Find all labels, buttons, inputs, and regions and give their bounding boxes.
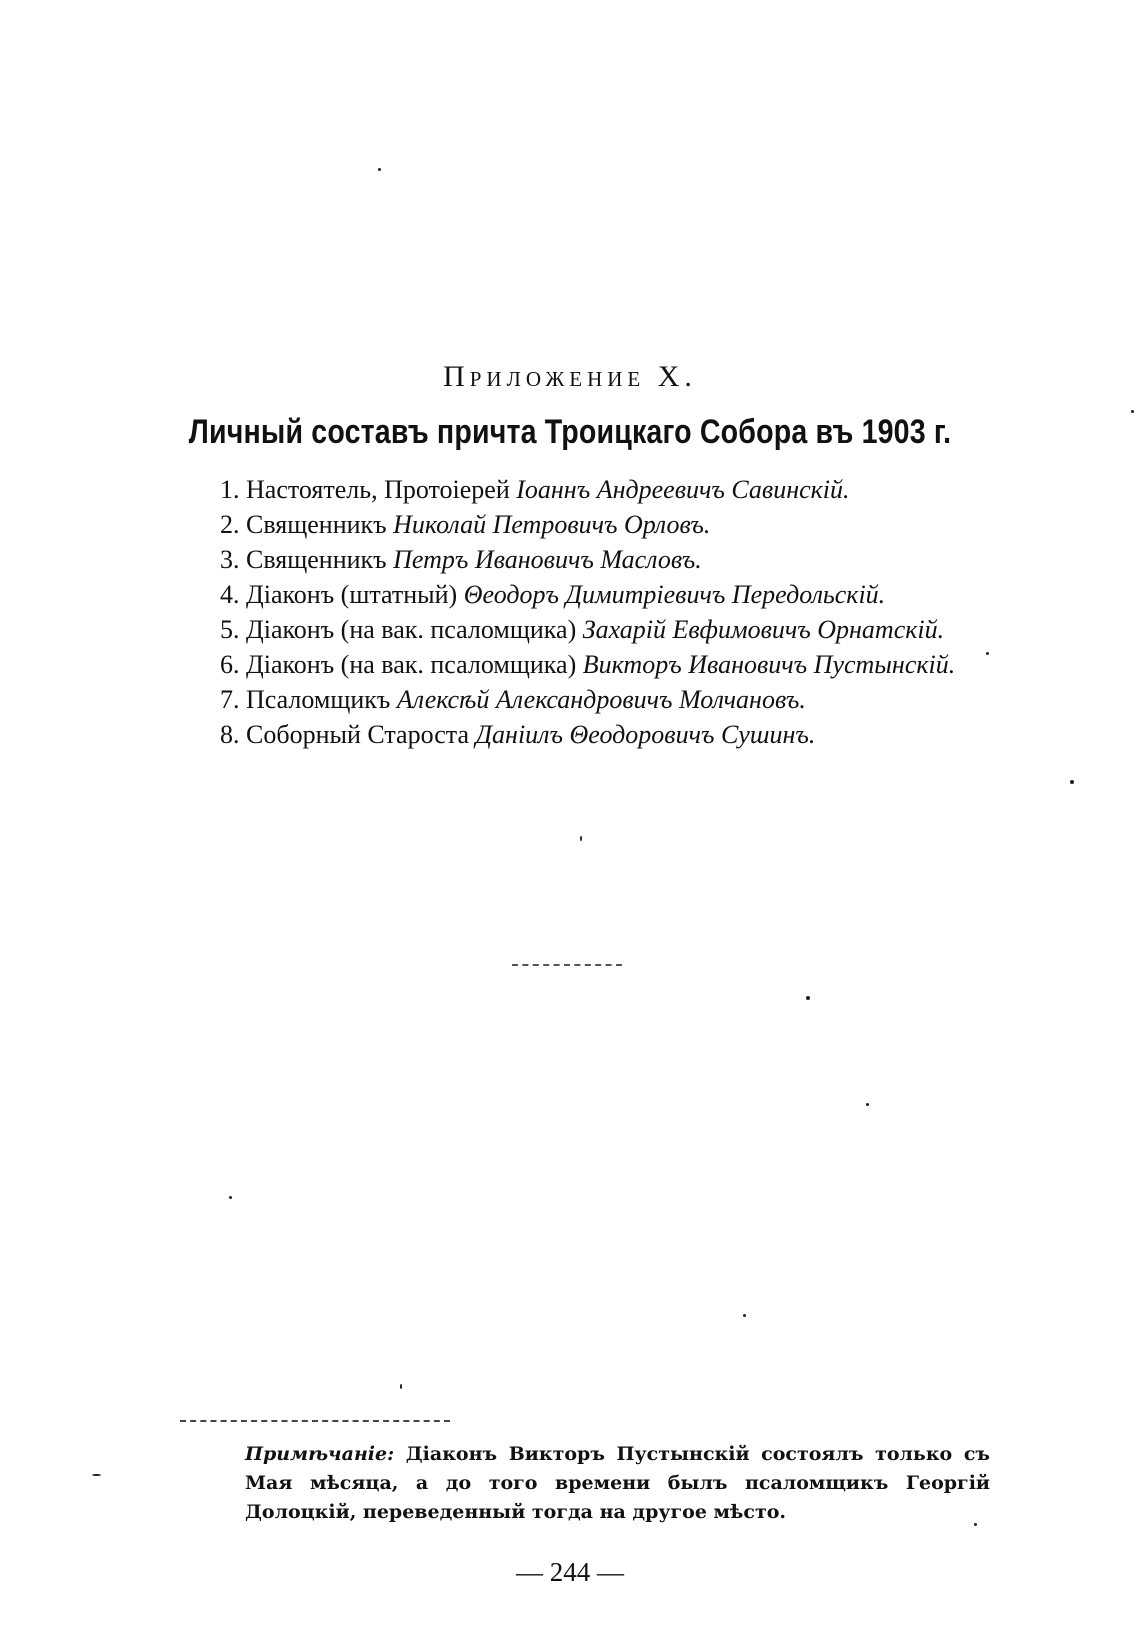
item-name: Алексѣй Александровичъ Молчановъ. [396,685,806,714]
list-item [180,472,995,507]
list-item [180,717,995,752]
item-name: Викторъ Ивановичъ Пустынскій. [582,650,956,679]
page-title: Личный составъ причта Троицкаго Собора въ 1903 г. [188,413,952,451]
footnote-label: Примѣчаніе: [245,1443,395,1465]
footnote [245,1440,990,1527]
list-item [180,542,995,577]
item-number: 2. [220,510,240,539]
scan-speck [92,1474,101,1476]
item-number: 4. [220,580,240,609]
item-number: 3. [220,545,240,574]
item-role: Настоятель, Протоіерей [246,475,510,504]
item-number: 6. [220,650,240,679]
item-number: 1. [220,475,240,504]
item-name: Петръ Ивановичъ Масловъ. [393,545,702,574]
footnote-divider [180,1420,450,1422]
item-role: Діаконъ (на вак. псаломщика) [246,650,577,679]
item-role: Соборный Староста [246,720,469,749]
list-item [180,612,995,647]
item-name: Θеодоръ Димитріевичъ Передольскій. [463,580,886,609]
list-item [180,647,995,682]
scan-speck [378,168,381,171]
item-name: Николай Петровичъ Орловъ. [393,510,711,539]
appendix-label: Приложение Х. [443,360,697,393]
item-role: Псаломщикъ [246,685,391,714]
scan-speck [1131,410,1134,413]
item-number: 5. [220,615,240,644]
page-number: — 244 — [516,1557,624,1587]
scan-speck [986,652,989,655]
scan-speck [580,836,582,841]
scan-speck [866,1103,869,1106]
item-role: Діаконъ (штатный) [246,580,458,609]
list-item [180,577,995,612]
scan-speck [974,1523,977,1526]
item-number: 7. [220,685,240,714]
item-role: Діаконъ (на вак. псаломщика) [246,615,577,644]
scan-speck [400,1384,402,1389]
clergy-list [180,472,995,752]
scan-speck [229,1196,232,1199]
scan-speck [743,1314,746,1317]
list-item [180,507,995,542]
section-divider [512,964,622,966]
item-name: Іоаннъ Андреевичъ Савинскій. [516,475,850,504]
item-name: Даніилъ Θеодоровичъ Сушинъ. [475,720,816,749]
scan-speck [806,996,810,1000]
item-number: 8. [220,720,240,749]
scan-speck [1070,780,1074,784]
footnote-text: Діаконъ Викторъ Пустынскій состоялъ только съ Мая мѣсяца, а до того времени былъ псаломщикъ Георгій Долоцкій, переведенный тогда на другое мѣсто. [245,1443,991,1523]
item-name: Захарій Евфимовичъ Орнатскій. [582,615,945,644]
list-item [180,682,995,717]
item-role: Священникъ [246,545,387,574]
item-role: Священникъ [246,510,387,539]
